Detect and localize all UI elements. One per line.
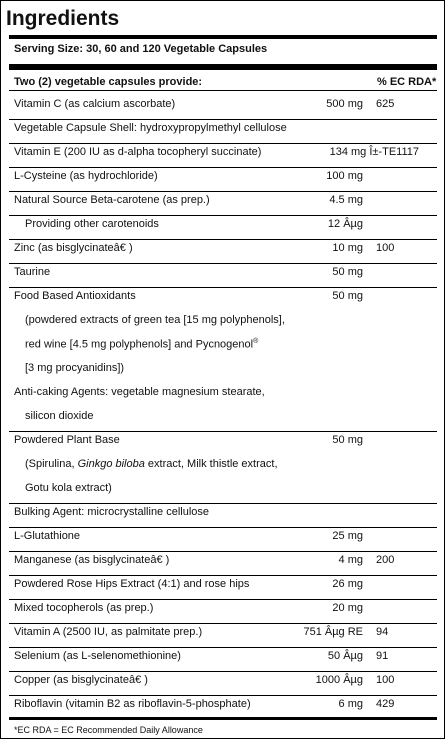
ingredient-rda: 94 [376, 626, 389, 638]
table-row [9, 289, 437, 311]
table-row [9, 169, 437, 192]
ingredient-rda: 100 [376, 242, 395, 254]
ingredient-name-text: (powdered extracts of green tea [15 mg polyphenols], [25, 314, 285, 326]
ingredient-name [25, 458, 278, 470]
ingredient-name-text: Anti-caking Agents: vegetable magnesium stearate, [14, 386, 265, 398]
table-row [9, 217, 437, 240]
footnote: *EC RDA = EC Recommended Daily Allowance [14, 725, 203, 735]
ingredient-name-text: Manganese (as bisglycinateâ€ ) [14, 554, 170, 566]
ingredient-name-text: Powdered Rose Hips Extract (4:1) and rose hips [14, 578, 250, 590]
ingredient-name [14, 122, 287, 134]
ingredient-name-italic: Ginkgo biloba [77, 458, 145, 470]
ingredient-name [25, 410, 93, 422]
table-row [9, 337, 437, 359]
ingredient-amount: 50 Âµg [327, 650, 363, 662]
header-divider [9, 90, 437, 91]
ingredient-amount: 500 mg [326, 98, 363, 110]
table-row [9, 673, 437, 696]
ingredient-amount: 10 mg [332, 242, 363, 254]
header-right: % EC RDA* [377, 76, 437, 88]
ingredient-name-text: L-Glutathione [14, 530, 81, 542]
ingredient-name [14, 650, 181, 662]
header-left: Two (2) vegetable capsules provide: [14, 76, 203, 88]
ingredient-name [14, 242, 133, 254]
ingredient-name [14, 506, 209, 518]
table-row [9, 433, 437, 455]
ingredient-amount: 100 mg [326, 170, 363, 182]
ingredient-amount: 50 mg [332, 434, 363, 446]
table-row [9, 481, 437, 504]
ingredient-name-text: Vegetable Capsule Shell: hydroxypropylmethyl cellulose [14, 122, 287, 134]
ingredient-name-text: Copper (as bisglycinateâ€ ) [14, 674, 148, 686]
table-row [9, 241, 437, 264]
table-row [9, 553, 437, 576]
ingredient-name [14, 98, 175, 110]
ingredient-name-text: [3 mg procyanidins]) [25, 362, 125, 374]
ingredient-name-text: Vitamin C (as calcium ascorbate) [14, 98, 176, 110]
ingredient-name-text: Natural Source Beta-carotene (as prep.) [14, 194, 210, 206]
table-row [9, 457, 437, 479]
ingredient-name [14, 698, 251, 710]
ingredient-rda: 200 [376, 554, 395, 566]
table-row [9, 529, 437, 552]
ingredient-name-text: Taurine [14, 266, 51, 278]
title-divider [9, 35, 437, 39]
table-row [9, 649, 437, 672]
ingredient-amount: 134 mg Î±-TE1117 [329, 146, 419, 158]
table-row [9, 313, 437, 335]
ingredient-name-text: Zinc (as bisglycinateâ€ ) [14, 242, 133, 254]
ingredient-name [14, 170, 158, 182]
ingredient-amount: 751 Âµg RE [303, 626, 363, 638]
ingredient-rda: 429 [376, 698, 395, 710]
ingredient-amount: 4 mg [338, 554, 363, 566]
table-row [9, 625, 437, 648]
ingredient-name [25, 218, 159, 230]
table-row [9, 601, 437, 624]
ingredient-name-text: Riboflavin (vitamin B2 as riboflavin-5-phosphate) [14, 698, 251, 710]
ingredient-name-text: Powdered Plant Base [14, 434, 120, 446]
table-row [9, 97, 437, 120]
ingredient-name [14, 290, 136, 302]
ingredient-name [14, 386, 265, 398]
table-row [9, 577, 437, 600]
ingredient-name [25, 362, 124, 374]
ingredient-name [14, 266, 50, 278]
panel-title: Ingredients [6, 7, 120, 30]
ingredient-name-part: (Spirulina, [25, 458, 78, 470]
ingredient-amount: 50 mg [332, 266, 363, 278]
ingredient-name [25, 314, 285, 326]
ingredient-name [25, 338, 258, 351]
ingredient-name-part: extract, Milk thistle extract, [144, 458, 278, 470]
ingredient-name [14, 434, 120, 446]
ingredient-name-text: Providing other carotenoids [25, 218, 159, 230]
footer-divider [9, 717, 437, 720]
table-row [9, 385, 437, 407]
ingredient-name-text: Bulking Agent: microcrystalline cellulose [14, 506, 210, 518]
ingredient-name [14, 146, 261, 158]
ingredient-amount: 1000 Âµg [315, 674, 363, 686]
ingredient-name [14, 578, 249, 590]
table-row [9, 121, 437, 144]
table-row [9, 193, 437, 216]
ingredient-name [14, 674, 148, 686]
ingredient-name [14, 530, 80, 542]
serving-divider [9, 64, 437, 70]
ingredient-amount: 12 Âµg [327, 218, 363, 230]
table-row [9, 361, 437, 383]
ingredient-name [14, 194, 210, 206]
ingredient-amount: 25 mg [332, 530, 363, 542]
ingredient-amount: 26 mg [332, 578, 363, 590]
ingredient-rda: 100 [376, 674, 395, 686]
table-row [9, 265, 437, 288]
table-row [9, 145, 437, 168]
ingredient-amount: 6 mg [338, 698, 363, 710]
ingredient-amount: 4.5 mg [329, 194, 363, 206]
ingredient-name [14, 554, 169, 566]
ingredient-name-text: Food Based Antioxidants [14, 290, 136, 302]
table-row [9, 409, 437, 432]
ingredient-rda: 625 [376, 98, 395, 110]
ingredient-amount: 20 mg [332, 602, 363, 614]
serving-size: Serving Size: 30, 60 and 120 Vegetable Capsules [14, 43, 268, 55]
ingredient-name-text: Selenium (as L-selenomethionine) [14, 650, 181, 662]
table-row [9, 697, 437, 719]
ingredient-rda: 91 [376, 650, 389, 662]
table-row [9, 505, 437, 528]
ingredient-name-text: Vitamin E (200 IU as d-alpha tocopheryl succinate) [14, 146, 262, 158]
ingredient-name-text: Mixed tocopherols (as prep.) [14, 602, 154, 614]
ingredient-name-text: Gotu kola extract) [25, 482, 112, 494]
ingredient-name [14, 602, 153, 614]
ingredient-amount: 50 mg [332, 290, 363, 302]
ingredient-name [25, 482, 112, 494]
ingredient-name-text: Vitamin A (2500 IU, as palmitate prep.) [14, 626, 203, 638]
ingredient-name-text: red wine [4.5 mg polyphenols] and Pycnogenol [25, 338, 254, 351]
ingredient-name [14, 626, 202, 638]
ingredient-name-text: silicon dioxide [25, 410, 94, 422]
ingredient-name-text: L-Cysteine (as hydrochloride) [14, 170, 158, 182]
registered-mark: ® [253, 338, 259, 345]
